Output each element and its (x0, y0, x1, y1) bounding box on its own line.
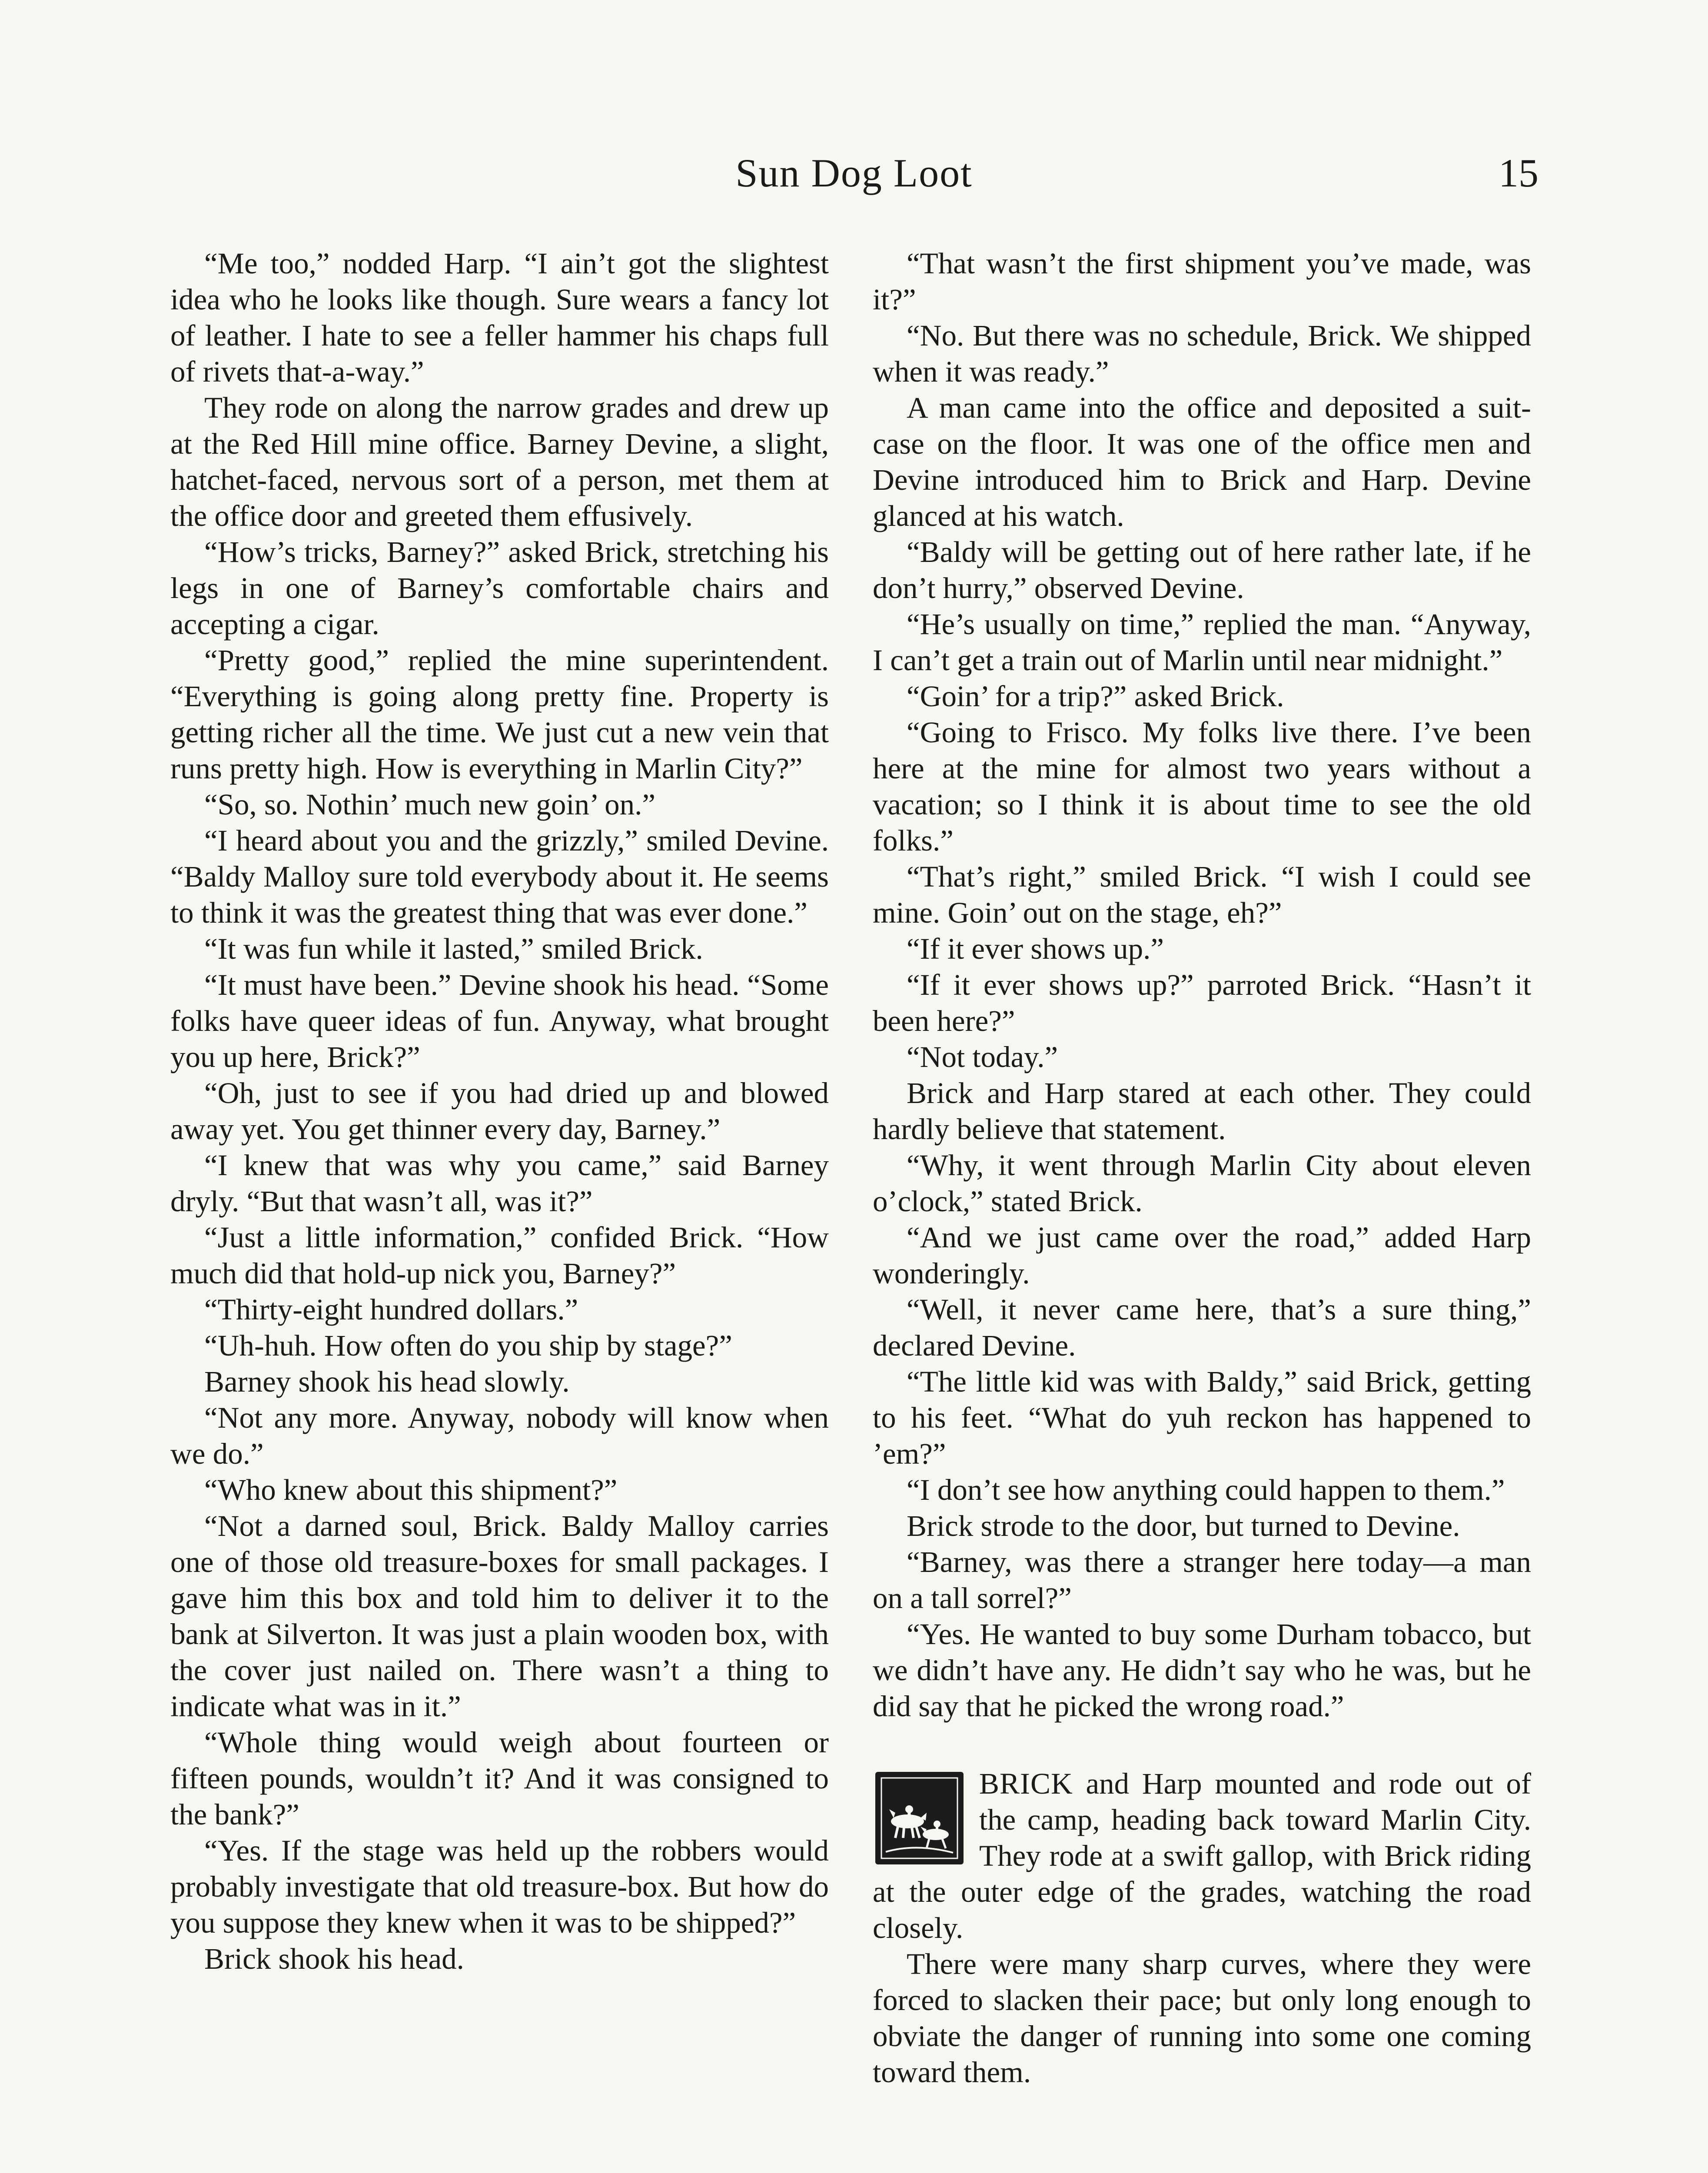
paragraph: “If it ever shows up.” (907, 932, 1164, 965)
paragraph: “No. But there was no schedule, Brick. We shipped when it was ready.” (873, 319, 1531, 388)
paragraph: Brick and Harp stared at each other. They could hardly believe that statement. (873, 1077, 1531, 1146)
paragraph: “I knew that was why you came,” said Barney dryly. “But that wasn’t all, was it?” (170, 1149, 829, 1218)
paragraph: Brick shook his head. (204, 1942, 464, 1975)
paragraph: “Not any more. Anyway, nobody will know when we do.” (170, 1401, 829, 1470)
section-opening-paragraph (873, 1766, 1531, 1946)
paragraph: “That’s right,” smiled Brick. “I wish I could see mine. Goin’ out on the stage, eh?” (873, 860, 1531, 929)
right-column (873, 246, 1531, 2090)
paragraph: “And we just came over the road,” added Harp wonderingly. (873, 1221, 1531, 1290)
paragraph: “If it ever shows up?” parroted Brick. “Hasn’t it been here?” (873, 968, 1531, 1037)
paragraph: “How’s tricks, Barney?” asked Brick, stretching his legs in one of Barney’s comfortable chairs and accepting a cigar. (170, 535, 829, 641)
paragraph: “Yes. If the stage was held up the robbers would probably investigate that old treasure-box. But how do you suppose they knew when it was to be shipped?” (170, 1834, 829, 1939)
paragraph: “I don’t see how anything could happen to them.” (907, 1473, 1505, 1506)
paragraph: “Not a darned soul, Brick. Baldy Malloy carries one of those old treasure-boxes for small packages. I gave him this box and told him to deliver it to the bank at Silverton. It was just a plain wooden box, with the cover just nailed on. There wasn’t a thing to indicate what was in it.” (170, 1509, 829, 1723)
paragraph: “Whole thing would weigh about fourteen or fifteen pounds, wouldn’t it? And it was consigned to the bank?” (170, 1726, 829, 1831)
paragraph: “Who knew about this shipment?” (204, 1473, 618, 1506)
paragraph: “Goin’ for a trip?” asked Brick. (907, 680, 1284, 713)
paragraph: “Why, it went through Marlin City about eleven o’clock,” stated Brick. (873, 1149, 1531, 1218)
paragraph: “Well, it never came here, that’s a sure thing,” declared Devine. (873, 1293, 1531, 1362)
paragraph: “Not today.” (907, 1040, 1058, 1073)
right-column-paragraphs (873, 246, 1531, 1724)
running-title: Sun Dog Loot (735, 151, 973, 195)
paragraph: “So, so. Nothin’ much new goin’ on.” (204, 788, 656, 821)
paragraph: “He’s usually on time,” replied the man. “Anyway, I can’t get a train out of Marlin until near midnight.” (873, 608, 1531, 677)
paragraph: “Pretty good,” replied the mine superintendent. “Everything is going along pretty fine. Property is getting richer all the time. We just cut a new vein that runs pretty high. How is everything in Marlin City?” (170, 644, 829, 785)
paragraph: “Barney, was there a stranger here today—a man on a tall sorrel?” (873, 1545, 1531, 1615)
paragraph: Barney shook his head slowly. (204, 1365, 570, 1398)
paragraph: “Uh-huh. How often do you ship by stage?” (204, 1329, 732, 1362)
paragraph: “I heard about you and the grizzly,” smiled Devine. “Baldy Malloy sure told everybody about it. He seems to think it was the greatest thing that was ever done.” (170, 824, 829, 929)
paragraph: A man came into the office and deposited a suit-case on the floor. It was one of the office men and Devine introduced him to Brick and Harp. Devine glanced at his watch. (873, 391, 1531, 532)
paragraph: “Oh, just to see if you had dried up and blowed away yet. You get thinner every day, Barney.” (170, 1077, 829, 1146)
paragraph: They rode on along the narrow grades and drew up at the Red Hill mine office. Barney Devine, a slight, hatchet-faced, nervous sort of a person, met them at the office door and greeted them effusively. (170, 391, 829, 532)
paragraph: “The little kid was with Baldy,” said Brick, getting to his feet. “What do yuh reckon has happened to ’em?” (873, 1365, 1531, 1470)
paragraph: “It must have been.” Devine shook his head. “Some folks have queer ideas of fun. Anyway, what brought you up here, Brick?” (170, 968, 829, 1073)
paragraph: “Going to Frisco. My folks live there. I’ve been here at the mine for almost two years without a vacation; so I think it is about time to see the old folks.” (873, 716, 1531, 857)
paragraph: “Me too,” nodded Harp. “I ain’t got the slightest idea who he looks like though. Sure wears a fancy lot of leather. I hate to see a feller hammer his chaps full of rivets that-a-way.” (170, 247, 829, 388)
paragraph: “That wasn’t the first shipment you’ve made, was it?” (873, 247, 1531, 316)
page-number: 15 (1499, 151, 1539, 195)
left-column (170, 246, 829, 1977)
paragraph: “Thirty-eight hundred dollars.” (204, 1293, 578, 1326)
paragraph: “Baldy will be getting out of here rather late, if he don’t hurry,” observed Devine. (873, 535, 1531, 605)
section-first-paragraph-text: and Harp mounted and rode out of the camp, heading back toward Marlin City. They rode at a swift gallop, with Brick riding at the outer edge of the grades, watching the road closely. (873, 1767, 1531, 1944)
paragraph: “Just a little information,” confided Brick. “How much did that hold-up nick you, Barney?” (170, 1221, 829, 1290)
section-lead-word: BRICK (979, 1767, 1073, 1800)
page-header (169, 150, 1539, 215)
paragraph: “Yes. He wanted to buy some Durham tobacco, but we didn’t have any. He didn’t say who he was, but he did say that he picked the wrong road.” (873, 1618, 1531, 1723)
horse-riders-ornament-icon (873, 1769, 966, 1867)
paragraph: Brick strode to the door, but turned to Devine. (907, 1509, 1460, 1542)
paragraph: “It was fun while it lasted,” smiled Brick. (204, 932, 703, 965)
section-second-paragraph: There were many sharp curves, where they were forced to slacken their pace; but only long enough to obviate the danger of running into some one coming toward them. (873, 1947, 1531, 2089)
